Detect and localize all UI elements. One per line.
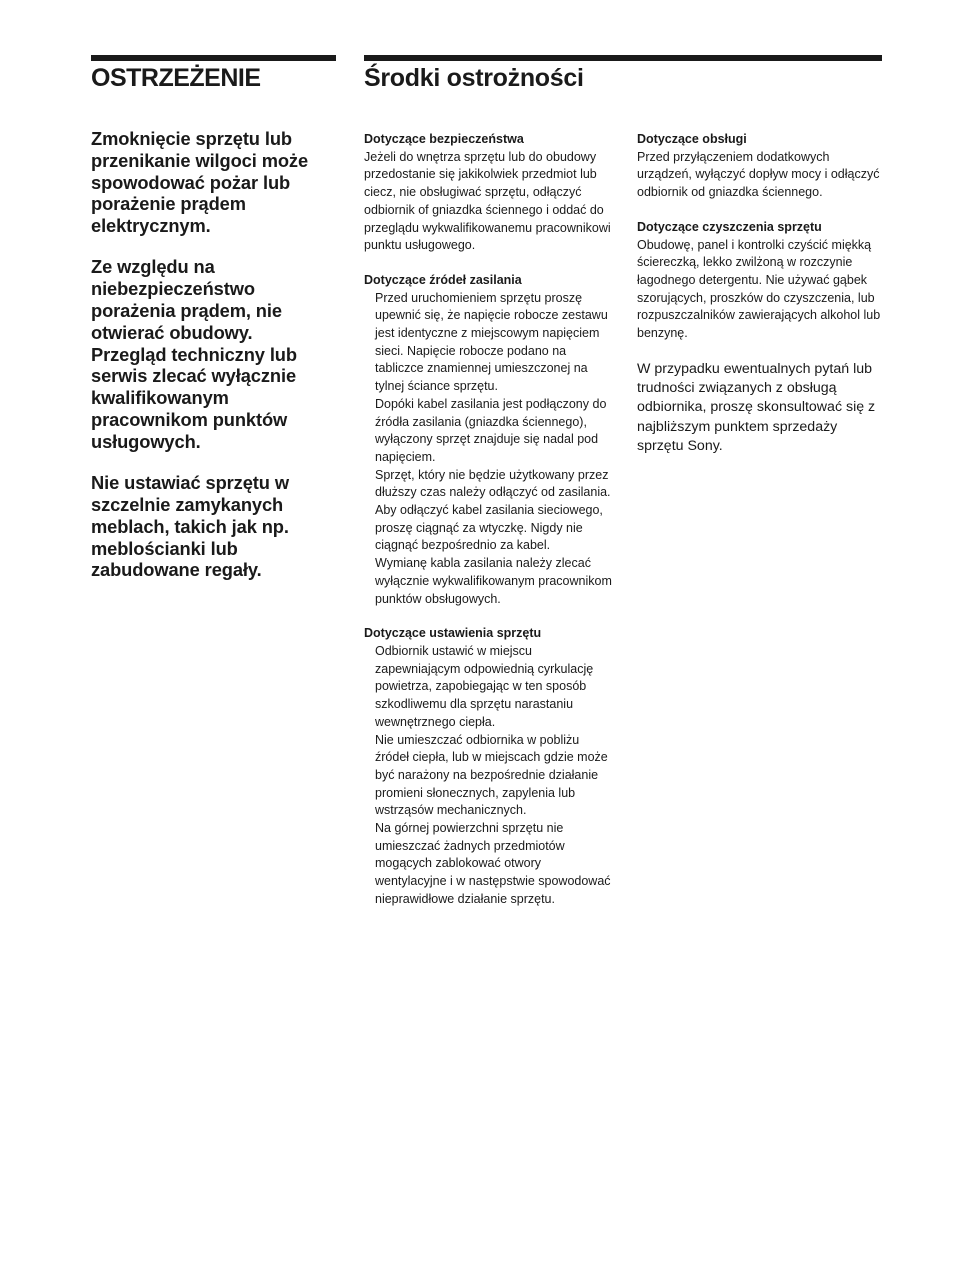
warning-moisture: Zmoknięcie sprzętu lub przenikanie wilgoci może spowodować pożar lub porażenie prądem elektrycznym.	[91, 128, 309, 237]
section-heading: Dotyczące źródeł zasilania	[364, 272, 522, 287]
section-cleaning	[637, 219, 887, 343]
section-text: Sprzęt, który nie będzie użytkowany przez dłuższy czas należy odłączyć od zasilania. Aby odłączyć kabel zasilania sieciowego, proszę ciągnąć za wtyczkę. Nigdy nie ciągnąć bezpośrednio za kabel.	[375, 467, 611, 553]
section-heading: Dotyczące ustawienia sprzętu	[364, 626, 542, 641]
warning-shock: Ze względu na niebezpieczeństwo porażenia prądem, nie otwierać obudowy. Przegląd techniczny lub serwis zlecać wyłącznie kwalifikowanym pracownikom punktów usługowych.	[91, 256, 297, 452]
warning-enclosure: Nie ustawiać sprzętu w szczelnie zamykanych meblach, takich jak np. meblościanki lub zabudowane regały.	[91, 472, 289, 581]
section-text: Przed uruchomieniem sprzętu proszę upewnić się, że napięcie robocze zestawu jest identyczne z miejscowym napięciem sieci. Napięcie robocze podano na tabliczce znamiennej umieszczonej na tylnej ściance sprzętu.	[375, 290, 608, 394]
section-text: Na górnej powierzchni sprzętu nie umieszczać żadnych przedmiotów mogących zablokować otwory wentylacyjne i w następstwie spowodować nieprawidłowe działanie sprzętu.	[375, 821, 611, 906]
section-text: Przed przyłączeniem dodatkowych urządzeń, wyłączyć dopływ mocy i odłączyć odbiornik od gniazdka ściennego.	[637, 149, 880, 200]
section-text: Nie umieszczać odbiornika w pobliżu źródeł ciepła, lub w miejscach gdzie może być narażony na bezpośrednie działanie promieni słonecznych, zapylenia lub wstrząsów mechanicznych.	[375, 732, 608, 818]
section-power	[364, 272, 612, 608]
section-text: Wymianę kabla zasilania należy zlecać wyłącznie wykwalifikowanym pracownikom punktów obsługowych.	[375, 556, 612, 606]
section-heading: Dotyczące bezpieczeństwa	[364, 132, 524, 146]
contact-note: W przypadku ewentualnych pytań lub trudności związanych z obsługą odbiornika, proszę skonsultować się z najbliższym punktem sprzedaży sprzętu Sony.	[637, 360, 876, 454]
section-text: Jeżeli do wnętrza sprzętu lub do obudowy przedostanie się jakikolwiek przedmiot lub ciecz, nie obsługiwać sprzętu, odłączyć odbiornik of gniazdka ściennego i oddać do przeglądu wykwalifikowanemu pracownikowi punktu usługowego.	[364, 149, 611, 253]
section-text: Dopóki kabel zasilania jest podłączony do źródła zasilania (gniazdka ściennego), wyłączony sprzęt znajduje się nadal pod napięciem.	[375, 396, 607, 464]
warning-column	[91, 128, 331, 601]
section-text: Odbiornik ustawić w miejscu zapewniającym odpowiednią cyrkulację powietrza, zapobiegając w ten sposób szkodliwemu dla sprzętu narastaniu wewnętrznego ciepła.	[375, 643, 594, 729]
warning-title: OSTRZEŻENIE	[91, 64, 261, 92]
precautions-title-rule	[364, 55, 882, 61]
warning-title-rule	[91, 55, 336, 61]
precautions-title: Środki ostrożności	[364, 64, 584, 92]
section-placement	[364, 625, 612, 908]
section-text: Obudowę, panel i kontrolki czyścić miękką ściereczką, lekko zwilżoną w rozczynie łagodnego detergentu. Nie używać gąbek szorujących, proszków do czyszczenia, lub rozpuszczalników zawierających alkohol lub benzynę.	[637, 237, 881, 341]
precautions-column-2	[637, 131, 887, 456]
section-safety	[364, 131, 612, 255]
section-heading: Dotyczące czyszczenia sprzętu	[637, 219, 822, 234]
precautions-column-1	[364, 131, 612, 926]
section-operation	[637, 131, 887, 202]
section-heading: Dotyczące obsługi	[637, 132, 747, 146]
